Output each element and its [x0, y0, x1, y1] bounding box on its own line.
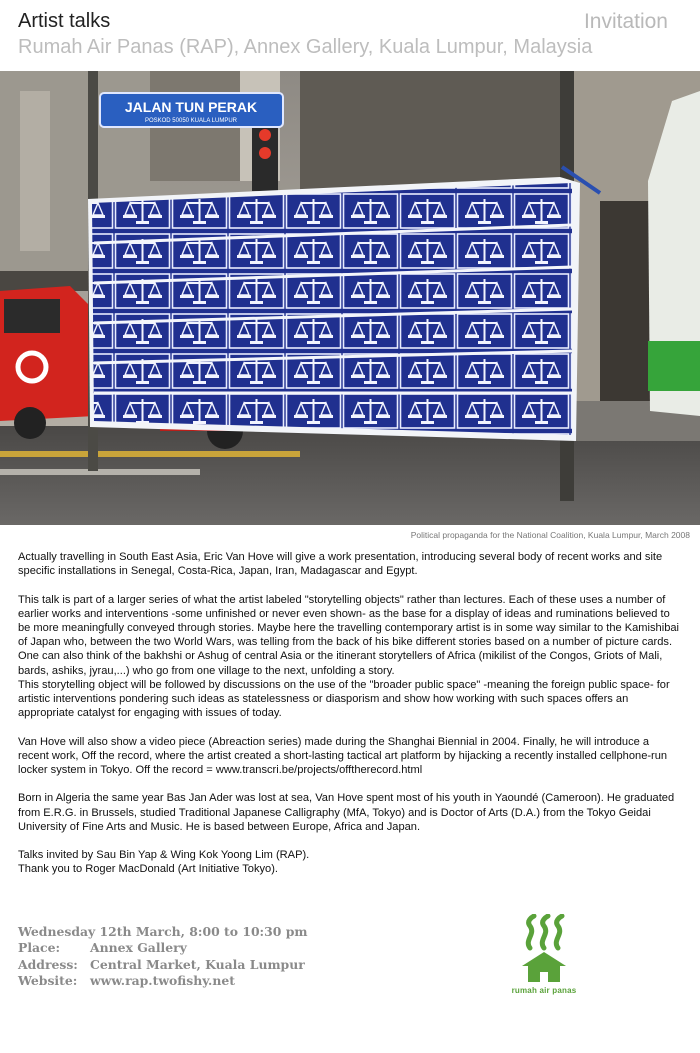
intro-paragraph: Actually travelling in South East Asia, Eric Van Hove will give a work presentation, introducing several body of recent works and site specific installations in Senegal, Costa-Rica, Japan, Iran, Madagascar and Egypt. [18, 551, 663, 578]
header [18, 8, 668, 64]
street-sign-sub: POSKOD 50050 KUALA LUMPUR [144, 118, 238, 124]
banner-pattern [92, 183, 572, 435]
website-row [18, 973, 307, 989]
place-label: Place: [18, 940, 61, 956]
place-row [18, 940, 307, 956]
rap-logo [496, 914, 592, 1000]
invited-by-line: Talks invited by Sau Bin Yap & Wing Kok Yoong Lim (RAP). [18, 849, 310, 862]
place-value: Annex Gallery [90, 940, 187, 956]
event-photo [0, 71, 700, 525]
steam-house-icon [496, 914, 592, 986]
page-title: Artist talks [18, 10, 111, 32]
website-link[interactable]: www.rap.twofishy.net [90, 972, 235, 988]
address-label: Address: [18, 956, 78, 972]
storytelling-paragraph: This talk is part of a larger series of what the artist labeled "storytelling objects" rather than lectures. Each of these uses a number of earlier works and interventions -some unfinished or never even shown- as the base for a display of ideas and ruminations believed to be more meaningfully conveyed through stories. Maybe here the travelling contemporary artist is in some way similar to the Kamishibai of Japan who, between the two World Wars, was telling from the back of his bike different stories based on a number of picture cards. One can also think of the bakhshi or Ashug of central Asia or the itinerant storytellers of Africa (mikilist of the Congos, Griots of Mali, bards, ashiks, jyrau,...) who go from one village to the next, unfolding a story. [18, 593, 679, 677]
public-space-paragraph: This storytelling object will be followed by discussions on the use of the "broader public space" -meaning the foreign public space- for artistic interventions pondering such ideas as statelessness or diasporism and show how working with such spaces offers an appropriate catalyst for engaging with issues of today. [18, 678, 670, 720]
venue-subtitle: Rumah Air Panas (RAP), Annex Gallery, Kuala Lumpur, Malaysia [18, 36, 593, 58]
event-details [18, 924, 307, 989]
photo-caption: Political propaganda for the National Coalition, Kuala Lumpur, March 2008 [410, 530, 690, 540]
thanks-line: Thank you to Roger MacDonald (Art Initiative Tokyo). [18, 863, 278, 876]
event-datetime: Wednesday 12th March, 8:00 to 10:30 pm [18, 924, 308, 939]
biography-paragraph: Born in Algeria the same year Bas Jan Ader was lost at sea, Van Hove spent most of his youth in Yaoundé (Cameroon). He graduated from E.R.G. in Brussels, studied Traditional Japanese Calligraphy (MfA, Tokyo) and is Doctor of Arts (D.A.) from the Tokyo Geidai University of Fine Arts and Music. He is based between Europe, Africa and Japan. [18, 792, 675, 833]
logo-text: rumah air panas [511, 986, 577, 995]
video-paragraph: Van Hove will also show a video piece (Abreaction series) made during the Shanghai Biennial in 2004. Finally, he will introduce a recent work, Off the record, where the artist created a short-lasting tactical art platform by hijacking a recently installed cellphone-run locker system in Tokyo. Off the record = www.transcri.be/projects/offtherecord.html [18, 735, 668, 777]
street-sign-main: JALAN TUN PERAK [124, 99, 258, 115]
body-text [18, 550, 682, 877]
address-value: Central Market, Kuala Lumpur [90, 956, 305, 972]
website-label: Website: [18, 972, 78, 988]
invitation-label: Invitation [583, 10, 668, 33]
address-row [18, 957, 307, 973]
